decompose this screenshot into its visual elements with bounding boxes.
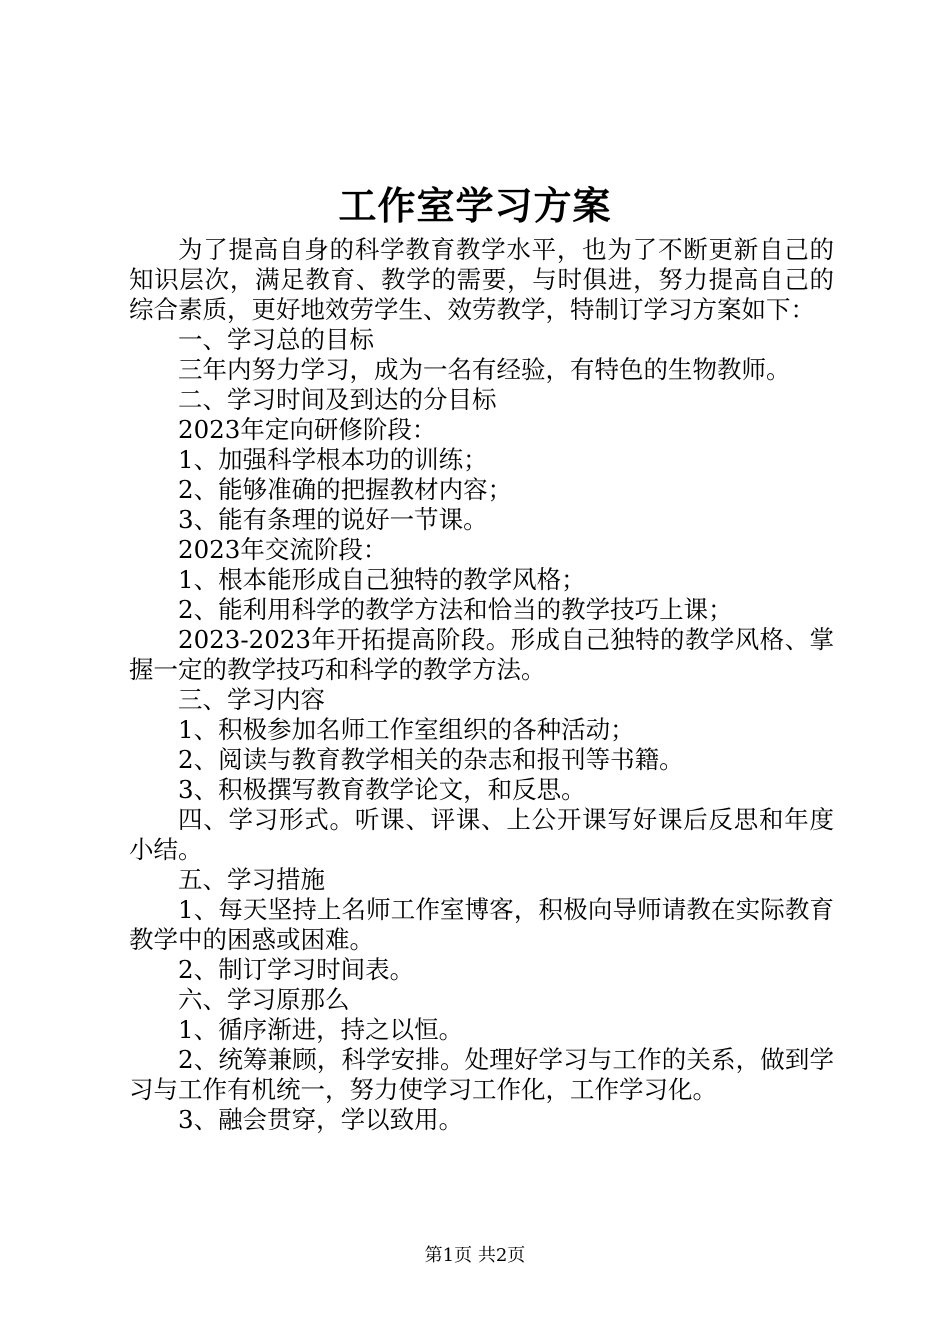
list-item: 1、根本能形成自己独特的教学风格； bbox=[178, 565, 586, 594]
list-item: 3、能有条理的说好一节课。 bbox=[178, 505, 488, 534]
paragraph: 2023年交流阶段： bbox=[178, 535, 388, 564]
section-heading-goal: 一、学习总的目标 bbox=[178, 325, 374, 354]
section-heading-form: 四、学习形式。听课、评课、上公开课写好课后反思和年度小结。 bbox=[129, 805, 834, 864]
list-item: 2、能利用科学的教学方法和恰当的教学技巧上课； bbox=[178, 595, 733, 624]
section-heading-time: 二、学习时间及到达的分目标 bbox=[178, 385, 497, 414]
page-number-footer: 第1页 共2页 bbox=[424, 1245, 526, 1266]
paragraph: 2023年定向研修阶段： bbox=[178, 415, 437, 444]
list-item: 1、积极参加名师工作室组织的各种活动； bbox=[178, 715, 635, 744]
list-item: 3、融会贯穿，学以致用。 bbox=[178, 1105, 464, 1134]
list-item: 2、制订学习时间表。 bbox=[178, 955, 415, 984]
document-body bbox=[129, 235, 834, 1135]
paragraph: 三年内努力学习，成为一名有经验，有特色的生物教师。 bbox=[178, 355, 791, 384]
intro-paragraph: 为了提高自身的科学教育教学水平，也为了不断更新自己的知识层次，满足教育、教学的需要，与时俱进，努力提高自己的综合素质，更好地效劳学生、效劳教学，特制订学习方案如下： bbox=[129, 235, 834, 324]
list-item: 2、统筹兼顾，科学安排。处理好学习与工作的关系，做到学习与工作有机统一，努力使学习工作化，工作学习化。 bbox=[129, 1045, 834, 1104]
list-item: 3、积极撰写教育教学论文，和反思。 bbox=[178, 775, 586, 804]
section-heading-measures: 五、学习措施 bbox=[178, 865, 325, 894]
section-heading-principles: 六、学习原那么 bbox=[178, 985, 350, 1014]
list-item: 2、能够准确的把握教材内容； bbox=[178, 475, 513, 504]
list-item: 1、循序渐进，持之以恒。 bbox=[178, 1015, 464, 1044]
list-item: 1、每天坚持上名师工作室博客，积极向导师请教在实际教育教学中的困惑或困难。 bbox=[129, 895, 834, 954]
document-title: 工作室学习方案 bbox=[338, 183, 612, 228]
list-item: 1、加强科学根本功的训练； bbox=[178, 445, 488, 474]
list-item: 2、阅读与教育教学相关的杂志和报刊等书籍。 bbox=[178, 745, 684, 774]
section-heading-content: 三、学习内容 bbox=[178, 685, 325, 714]
paragraph: 2023-2023年开拓提高阶段。形成自己独特的教学风格、掌握一定的教学技巧和科学的教学方法。 bbox=[129, 625, 834, 684]
